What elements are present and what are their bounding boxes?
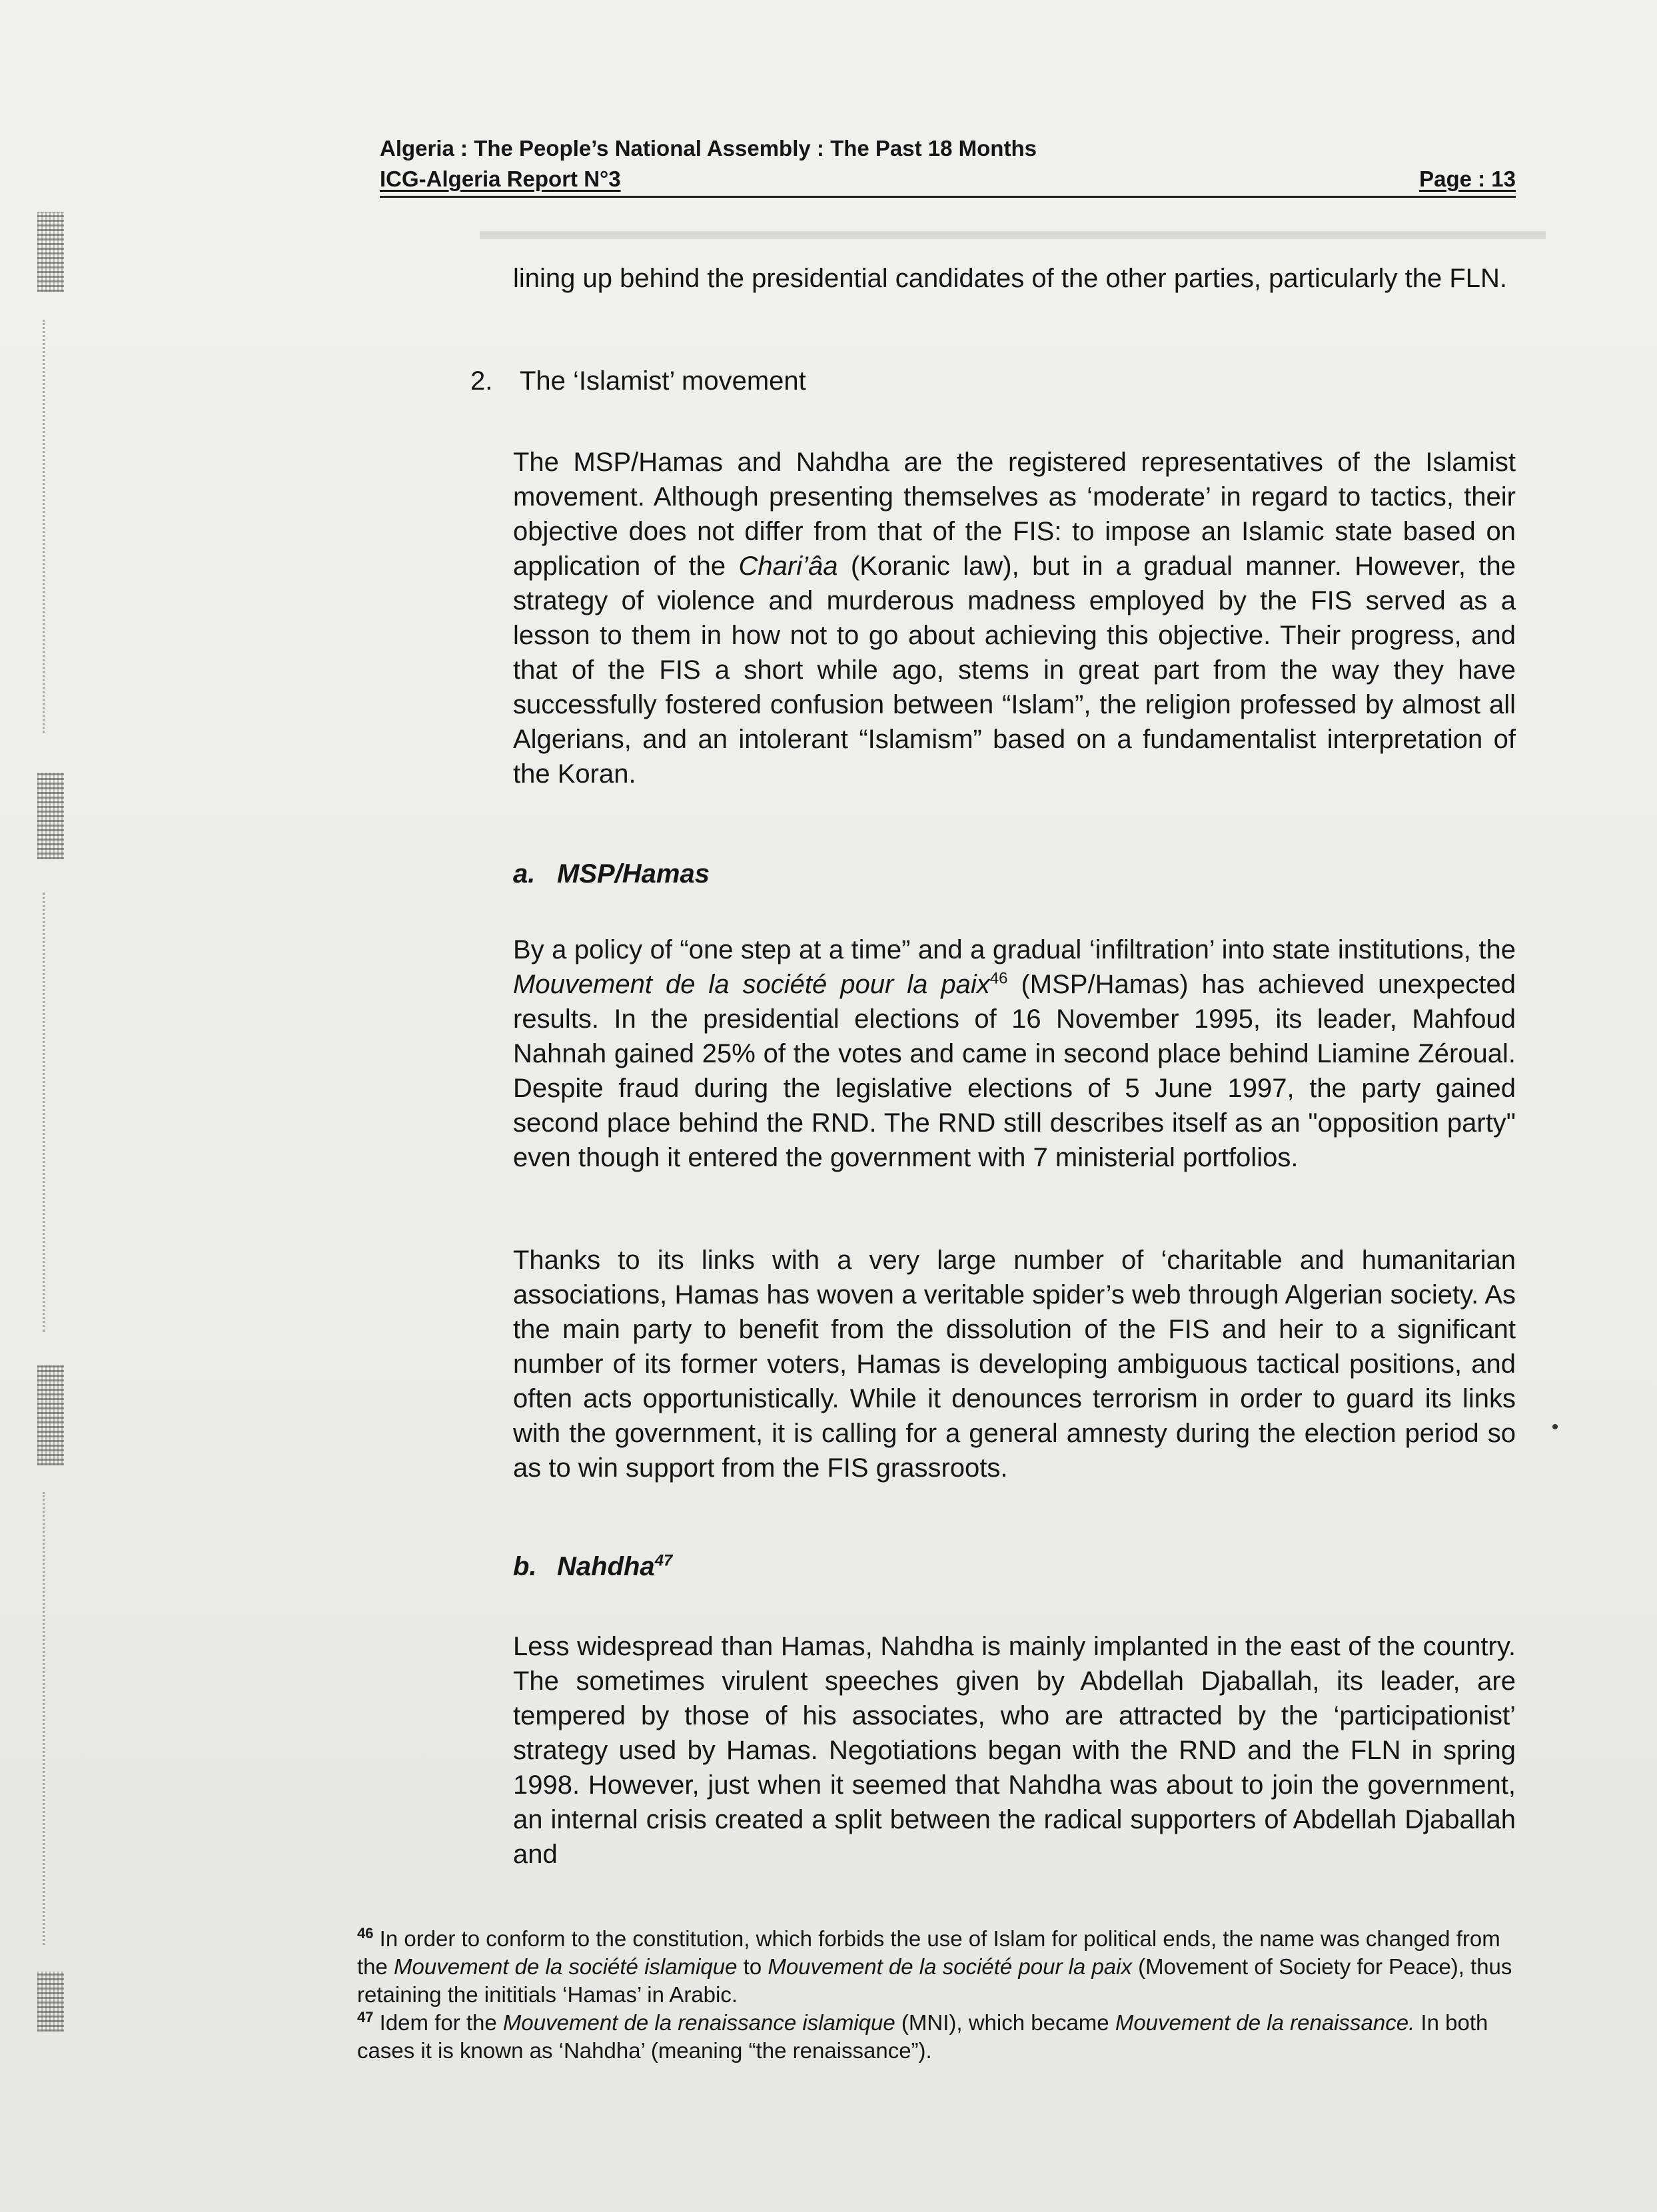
binding-dots	[43, 320, 61, 733]
emphasis-text: Mouvement de la renaissance islamique	[502, 2010, 895, 2035]
binding-dots	[43, 1492, 61, 1945]
footnote-46	[357, 1925, 1516, 2009]
page-number: Page : 13	[1419, 167, 1516, 191]
binding-speck	[37, 773, 64, 859]
header-rule	[380, 164, 1516, 198]
section-heading	[470, 364, 806, 398]
section-number: 2.	[470, 366, 493, 396]
text-run: (Movement of Society for Peace), thus retaining the inititials ‘Hamas’ in Arabic.	[357, 1954, 1512, 2007]
binding-speck	[37, 1972, 64, 2031]
report-id: ICG-Algeria Report N°3	[380, 167, 621, 191]
subsection-heading-a	[513, 857, 710, 891]
binding-speck	[37, 1365, 64, 1465]
footnotes	[357, 1925, 1516, 2065]
text-run: The MSP/Hamas and Nahdha are the registered representatives of the Islamist movement. Although presenting themselves as ‘moderate’ in regard to tactics, their objective does not differ from that of the FIS: to impose an Islamic state based on application of the	[513, 448, 1516, 581]
footnote-47	[357, 2009, 1516, 2065]
subsection-heading-b	[513, 1549, 672, 1584]
subsection-title: MSP/Hamas	[557, 859, 710, 889]
subsection-title: Nahdha	[557, 1552, 655, 1581]
bleed-through-texture: ▬▬▬▬▬▬▬▬▬▬▬▬▬▬▬▬▬▬▬▬▬▬▬▬▬▬▬▬▬▬▬▬▬▬▬▬▬▬▬▬	[480, 216, 1546, 245]
emphasis-text: Mouvement de la société islamique	[394, 1954, 738, 1979]
header-title: Algeria : The People’s National Assembly : The Past 18 Months	[380, 136, 1037, 161]
footnote-number: 47	[357, 2009, 374, 2026]
text-run: to	[737, 1954, 768, 1979]
text-run: (MNI), which became	[895, 2010, 1115, 2035]
nahdha-paragraph: Less widespread than Hamas, Nahdha is mainly implanted in the east of the country. The sometimes virulent speeches given by Abdellah Djaballah, its leader, are tempered by those of his associates, who are attracted by the ‘participationist’ strategy used by Hamas. Negotiations began with the RND and the FLN in spring 1998. However, just when it seemed that Nahdha was about to join the government, an internal crisis created a split between the radical supporters of Abdellah Djaballah and	[513, 1632, 1516, 1869]
speck-dot	[1552, 1424, 1558, 1429]
text-run: Idem for the	[379, 2010, 503, 2035]
islamist-paragraph	[513, 445, 1516, 791]
text-run: By a policy of “one step at a time” and a gradual ‘infiltration’ into state institutions, the	[513, 935, 1516, 964]
intro-paragraph: lining up behind the presidential candidates of the other parties, particularly the FLN.	[513, 264, 1508, 293]
msp-paragraph-2: Thanks to its links with a very large number of ‘charitable and humanitarian associations, Hamas has woven a veritable spider’s web through Algerian society. As the main party to benefit from the dissolution of the FIS and heir to a significant number of its former voters, Hamas is developing ambiguous tactical positions, and often acts opportunistically. While it denounces terrorism in order to guard its links with the government, it is calling for a general amnesty during the election period so as to win support from the FIS grassroots.	[513, 1246, 1516, 1483]
text-run: In both cases it is known as ‘Nahdha’ (meaning “the renaissance”).	[357, 2010, 1488, 2063]
emphasis-text: Mouvement de la renaissance.	[1115, 2010, 1415, 2035]
text-run: (Koranic law), but in a gradual manner. However, the strategy of violence and murderous madness employed by the FIS served as a lesson to them in how not to go about achieving this objective. Their progress, and that of the FIS a short while ago, stems in great part from the way they have successfully fostered confusion between “Islam”, the religion professed by almost all Algerians, and an intolerant “Islamism” based on a fundamentalist interpretation of the Koran.	[513, 552, 1516, 789]
footnote-number: 46	[357, 1925, 374, 1942]
page-header	[380, 133, 1516, 198]
section-title: The ‘Islamist’ movement	[520, 366, 806, 396]
footnote-ref: 46	[989, 969, 1008, 988]
subsection-letter: b.	[513, 1552, 537, 1581]
footnote-ref: 47	[654, 1551, 673, 1570]
emphasis-text: Chari’âa	[738, 552, 838, 581]
subsection-letter: a.	[513, 859, 536, 889]
binding-dots	[43, 893, 61, 1332]
emphasis-text: Mouvement de la société pour la paix	[768, 1954, 1132, 1979]
text-run: (MSP/Hamas) has achieved unexpected results. In the presidential elections of 16 November 1995, its leader, Mahfoud Nahnah gained 25% of the votes and came in second place behind Liamine Zéroual. Despite fraud during the legislative elections of 5 June 1997, the party gained second place behind the RND. The RND still describes itself as an "opposition party" even though it entered the government with 7 ministerial portfolios.	[513, 970, 1516, 1172]
text-run: In order to conform to the constitution, which forbids the use of Islam for political ends, the name was changed from the	[357, 1926, 1500, 1979]
emphasis-text: Mouvement de la société pour la paix	[513, 970, 990, 999]
binding-speck	[37, 212, 64, 292]
msp-paragraph-1	[513, 932, 1516, 1175]
